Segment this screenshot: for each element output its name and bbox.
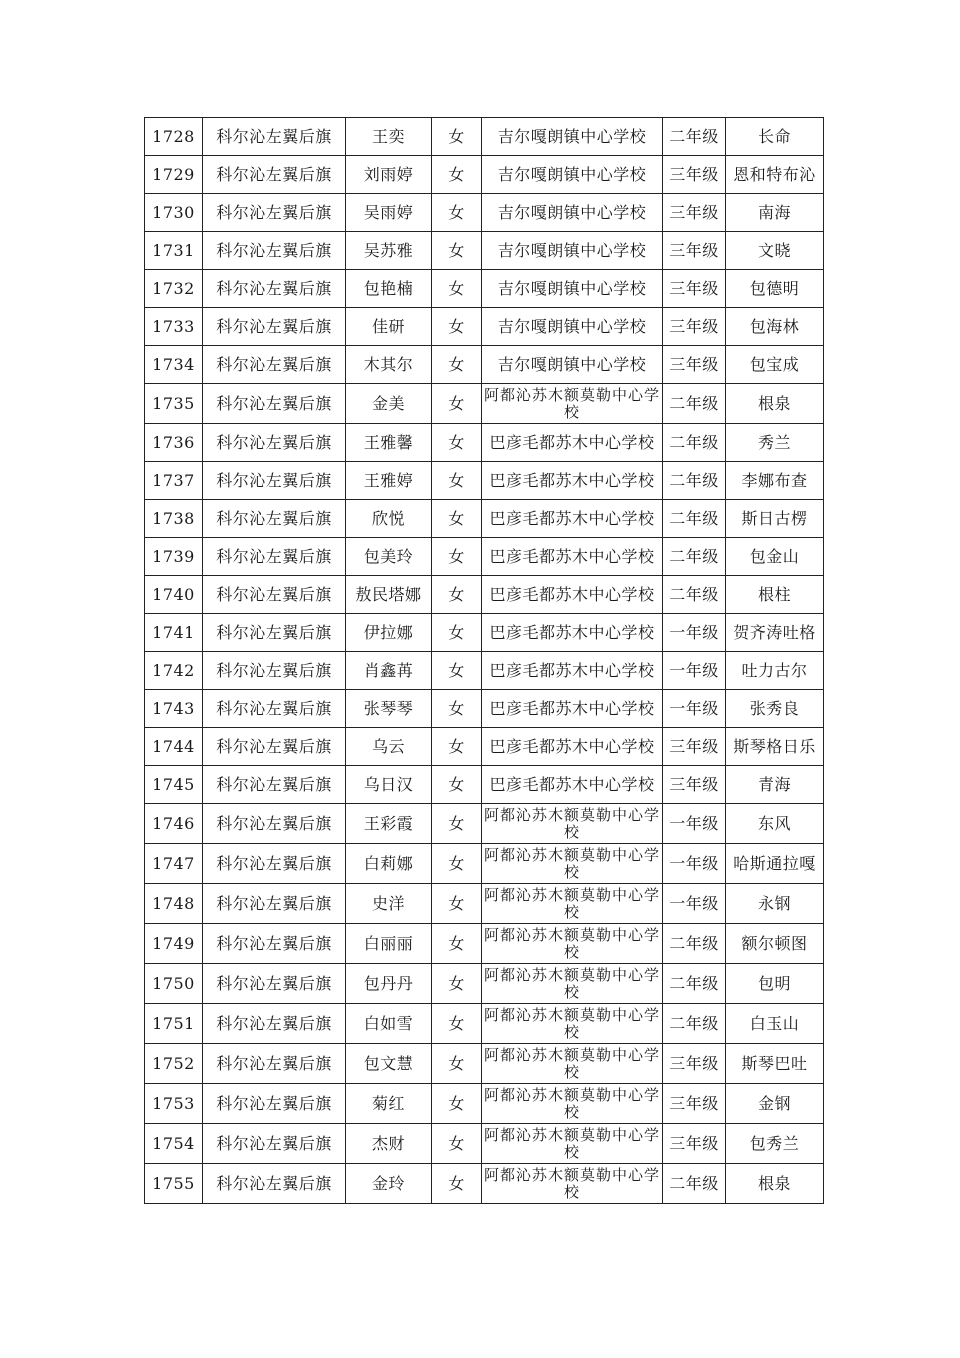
gender-cell: 女 <box>432 652 482 690</box>
table-row <box>145 844 824 884</box>
banner-cell: 科尔沁左翼后旗 <box>203 652 346 690</box>
grade-cell: 二年级 <box>663 500 726 538</box>
banner-cell: 科尔沁左翼后旗 <box>203 462 346 500</box>
school-cell: 巴彦毛都苏木中心学校 <box>482 652 663 690</box>
banner-cell: 科尔沁左翼后旗 <box>203 346 346 384</box>
serial-number-cell: 1745 <box>145 766 203 804</box>
grade-cell: 三年级 <box>663 156 726 194</box>
student-name-cell: 包美玲 <box>346 538 432 576</box>
school-cell: 阿都沁苏木额莫勒中心学校 <box>482 964 663 1004</box>
student-name-cell: 刘雨婷 <box>346 156 432 194</box>
table-row <box>145 118 824 156</box>
gender-cell: 女 <box>432 1124 482 1164</box>
teacher-cell: 南海 <box>726 194 824 232</box>
gender-cell: 女 <box>432 346 482 384</box>
serial-number-cell: 1738 <box>145 500 203 538</box>
teacher-cell: 白玉山 <box>726 1004 824 1044</box>
school-cell: 巴彦毛都苏木中心学校 <box>482 576 663 614</box>
banner-cell: 科尔沁左翼后旗 <box>203 690 346 728</box>
grade-cell: 三年级 <box>663 766 726 804</box>
student-name-cell: 乌云 <box>346 728 432 766</box>
table-row <box>145 270 824 308</box>
table-row <box>145 884 824 924</box>
teacher-cell: 根柱 <box>726 576 824 614</box>
gender-cell: 女 <box>432 538 482 576</box>
school-cell: 吉尔嘎朗镇中心学校 <box>482 346 663 384</box>
school-cell: 阿都沁苏木额莫勒中心学校 <box>482 924 663 964</box>
teacher-cell: 斯琴格日乐 <box>726 728 824 766</box>
banner-cell: 科尔沁左翼后旗 <box>203 844 346 884</box>
grade-cell: 二年级 <box>663 462 726 500</box>
gender-cell: 女 <box>432 766 482 804</box>
grade-cell: 三年级 <box>663 346 726 384</box>
school-cell: 阿都沁苏木额莫勒中心学校 <box>482 1124 663 1164</box>
grade-cell: 三年级 <box>663 1084 726 1124</box>
gender-cell: 女 <box>432 500 482 538</box>
grade-cell: 二年级 <box>663 1164 726 1204</box>
student-name-cell: 白丽丽 <box>346 924 432 964</box>
serial-number-cell: 1746 <box>145 804 203 844</box>
banner-cell: 科尔沁左翼后旗 <box>203 1004 346 1044</box>
school-cell: 吉尔嘎朗镇中心学校 <box>482 194 663 232</box>
serial-number-cell: 1744 <box>145 728 203 766</box>
table-row <box>145 690 824 728</box>
serial-number-cell: 1735 <box>145 384 203 424</box>
student-name-cell: 史洋 <box>346 884 432 924</box>
banner-cell: 科尔沁左翼后旗 <box>203 232 346 270</box>
school-cell: 阿都沁苏木额莫勒中心学校 <box>482 844 663 884</box>
school-cell: 吉尔嘎朗镇中心学校 <box>482 270 663 308</box>
gender-cell: 女 <box>432 1044 482 1084</box>
school-cell: 巴彦毛都苏木中心学校 <box>482 728 663 766</box>
table-row <box>145 384 824 424</box>
teacher-cell: 包秀兰 <box>726 1124 824 1164</box>
banner-cell: 科尔沁左翼后旗 <box>203 538 346 576</box>
gender-cell: 女 <box>432 194 482 232</box>
gender-cell: 女 <box>432 884 482 924</box>
serial-number-cell: 1730 <box>145 194 203 232</box>
student-name-cell: 王彩霞 <box>346 804 432 844</box>
school-cell: 巴彦毛都苏木中心学校 <box>482 538 663 576</box>
student-name-cell: 王雅婷 <box>346 462 432 500</box>
table-row <box>145 728 824 766</box>
serial-number-cell: 1753 <box>145 1084 203 1124</box>
gender-cell: 女 <box>432 424 482 462</box>
gender-cell: 女 <box>432 118 482 156</box>
serial-number-cell: 1752 <box>145 1044 203 1084</box>
table-row <box>145 1164 824 1204</box>
school-cell: 阿都沁苏木额莫勒中心学校 <box>482 384 663 424</box>
serial-number-cell: 1731 <box>145 232 203 270</box>
serial-number-cell: 1751 <box>145 1004 203 1044</box>
table-row <box>145 538 824 576</box>
serial-number-cell: 1728 <box>145 118 203 156</box>
student-name-cell: 王雅馨 <box>346 424 432 462</box>
gender-cell: 女 <box>432 1164 482 1204</box>
table-row <box>145 500 824 538</box>
serial-number-cell: 1734 <box>145 346 203 384</box>
table-row <box>145 424 824 462</box>
teacher-cell: 长命 <box>726 118 824 156</box>
serial-number-cell: 1740 <box>145 576 203 614</box>
student-name-cell: 金美 <box>346 384 432 424</box>
table-body <box>145 118 824 1204</box>
student-name-cell: 吴苏雅 <box>346 232 432 270</box>
teacher-cell: 秀兰 <box>726 424 824 462</box>
banner-cell: 科尔沁左翼后旗 <box>203 384 346 424</box>
banner-cell: 科尔沁左翼后旗 <box>203 924 346 964</box>
student-name-cell: 乌日汉 <box>346 766 432 804</box>
student-name-cell: 王奕 <box>346 118 432 156</box>
student-name-cell: 吴雨婷 <box>346 194 432 232</box>
table-row <box>145 1124 824 1164</box>
teacher-cell: 根泉 <box>726 1164 824 1204</box>
school-cell: 吉尔嘎朗镇中心学校 <box>482 308 663 346</box>
teacher-cell: 斯琴巴吐 <box>726 1044 824 1084</box>
student-name-cell: 张琴琴 <box>346 690 432 728</box>
student-name-cell: 佳研 <box>346 308 432 346</box>
school-cell: 阿都沁苏木额莫勒中心学校 <box>482 804 663 844</box>
teacher-cell: 张秀良 <box>726 690 824 728</box>
student-name-cell: 肖鑫苒 <box>346 652 432 690</box>
school-cell: 吉尔嘎朗镇中心学校 <box>482 118 663 156</box>
table-row <box>145 1084 824 1124</box>
table-row <box>145 1004 824 1044</box>
gender-cell: 女 <box>432 614 482 652</box>
table-row <box>145 964 824 1004</box>
teacher-cell: 贺齐涛吐格 <box>726 614 824 652</box>
banner-cell: 科尔沁左翼后旗 <box>203 424 346 462</box>
banner-cell: 科尔沁左翼后旗 <box>203 118 346 156</box>
banner-cell: 科尔沁左翼后旗 <box>203 500 346 538</box>
banner-cell: 科尔沁左翼后旗 <box>203 270 346 308</box>
table-row <box>145 924 824 964</box>
teacher-cell: 斯日古楞 <box>726 500 824 538</box>
school-cell: 阿都沁苏木额莫勒中心学校 <box>482 884 663 924</box>
grade-cell: 三年级 <box>663 232 726 270</box>
serial-number-cell: 1732 <box>145 270 203 308</box>
table-row <box>145 766 824 804</box>
roster-table <box>144 117 824 1204</box>
grade-cell: 三年级 <box>663 270 726 308</box>
banner-cell: 科尔沁左翼后旗 <box>203 576 346 614</box>
gender-cell: 女 <box>432 384 482 424</box>
gender-cell: 女 <box>432 232 482 270</box>
grade-cell: 一年级 <box>663 652 726 690</box>
table-row <box>145 614 824 652</box>
table-row <box>145 194 824 232</box>
grade-cell: 一年级 <box>663 884 726 924</box>
gender-cell: 女 <box>432 1004 482 1044</box>
banner-cell: 科尔沁左翼后旗 <box>203 156 346 194</box>
school-cell: 吉尔嘎朗镇中心学校 <box>482 156 663 194</box>
table-row <box>145 232 824 270</box>
serial-number-cell: 1755 <box>145 1164 203 1204</box>
banner-cell: 科尔沁左翼后旗 <box>203 964 346 1004</box>
grade-cell: 一年级 <box>663 804 726 844</box>
student-name-cell: 白如雪 <box>346 1004 432 1044</box>
student-name-cell: 白莉娜 <box>346 844 432 884</box>
teacher-cell: 文晓 <box>726 232 824 270</box>
serial-number-cell: 1748 <box>145 884 203 924</box>
student-name-cell: 欣悦 <box>346 500 432 538</box>
school-cell: 阿都沁苏木额莫勒中心学校 <box>482 1004 663 1044</box>
teacher-cell: 根泉 <box>726 384 824 424</box>
gender-cell: 女 <box>432 270 482 308</box>
banner-cell: 科尔沁左翼后旗 <box>203 728 346 766</box>
student-name-cell: 包文慧 <box>346 1044 432 1084</box>
grade-cell: 二年级 <box>663 384 726 424</box>
gender-cell: 女 <box>432 804 482 844</box>
serial-number-cell: 1741 <box>145 614 203 652</box>
teacher-cell: 李娜布查 <box>726 462 824 500</box>
teacher-cell: 包金山 <box>726 538 824 576</box>
student-name-cell: 木其尔 <box>346 346 432 384</box>
school-cell: 阿都沁苏木额莫勒中心学校 <box>482 1164 663 1204</box>
banner-cell: 科尔沁左翼后旗 <box>203 1044 346 1084</box>
table-row <box>145 346 824 384</box>
grade-cell: 三年级 <box>663 1044 726 1084</box>
grade-cell: 三年级 <box>663 308 726 346</box>
teacher-cell: 额尔顿图 <box>726 924 824 964</box>
grade-cell: 一年级 <box>663 844 726 884</box>
grade-cell: 二年级 <box>663 424 726 462</box>
teacher-cell: 恩和特布沁 <box>726 156 824 194</box>
school-cell: 巴彦毛都苏木中心学校 <box>482 424 663 462</box>
serial-number-cell: 1737 <box>145 462 203 500</box>
school-cell: 巴彦毛都苏木中心学校 <box>482 766 663 804</box>
teacher-cell: 金钢 <box>726 1084 824 1124</box>
serial-number-cell: 1733 <box>145 308 203 346</box>
teacher-cell: 哈斯通拉嘎 <box>726 844 824 884</box>
grade-cell: 二年级 <box>663 924 726 964</box>
banner-cell: 科尔沁左翼后旗 <box>203 194 346 232</box>
school-cell: 阿都沁苏木额莫勒中心学校 <box>482 1084 663 1124</box>
student-name-cell: 菊红 <box>346 1084 432 1124</box>
school-cell: 吉尔嘎朗镇中心学校 <box>482 232 663 270</box>
table-row <box>145 804 824 844</box>
school-cell: 阿都沁苏木额莫勒中心学校 <box>482 1044 663 1084</box>
grade-cell: 二年级 <box>663 964 726 1004</box>
grade-cell: 二年级 <box>663 118 726 156</box>
banner-cell: 科尔沁左翼后旗 <box>203 1124 346 1164</box>
grade-cell: 二年级 <box>663 1004 726 1044</box>
gender-cell: 女 <box>432 844 482 884</box>
gender-cell: 女 <box>432 308 482 346</box>
table-row <box>145 1044 824 1084</box>
table-row <box>145 308 824 346</box>
student-name-cell: 包艳楠 <box>346 270 432 308</box>
serial-number-cell: 1736 <box>145 424 203 462</box>
table-row <box>145 652 824 690</box>
teacher-cell: 永钢 <box>726 884 824 924</box>
gender-cell: 女 <box>432 690 482 728</box>
teacher-cell: 青海 <box>726 766 824 804</box>
banner-cell: 科尔沁左翼后旗 <box>203 614 346 652</box>
teacher-cell: 包德明 <box>726 270 824 308</box>
school-cell: 巴彦毛都苏木中心学校 <box>482 500 663 538</box>
student-name-cell: 包丹丹 <box>346 964 432 1004</box>
gender-cell: 女 <box>432 576 482 614</box>
gender-cell: 女 <box>432 1084 482 1124</box>
gender-cell: 女 <box>432 156 482 194</box>
serial-number-cell: 1729 <box>145 156 203 194</box>
school-cell: 巴彦毛都苏木中心学校 <box>482 614 663 652</box>
serial-number-cell: 1742 <box>145 652 203 690</box>
student-name-cell: 金玲 <box>346 1164 432 1204</box>
grade-cell: 三年级 <box>663 1124 726 1164</box>
serial-number-cell: 1743 <box>145 690 203 728</box>
serial-number-cell: 1750 <box>145 964 203 1004</box>
serial-number-cell: 1754 <box>145 1124 203 1164</box>
teacher-cell: 吐力古尔 <box>726 652 824 690</box>
teacher-cell: 包宝成 <box>726 346 824 384</box>
school-cell: 巴彦毛都苏木中心学校 <box>482 462 663 500</box>
grade-cell: 二年级 <box>663 576 726 614</box>
grade-cell: 一年级 <box>663 614 726 652</box>
table-row <box>145 462 824 500</box>
gender-cell: 女 <box>432 964 482 1004</box>
student-name-cell: 杰财 <box>346 1124 432 1164</box>
student-name-cell: 敖民塔娜 <box>346 576 432 614</box>
student-name-cell: 伊拉娜 <box>346 614 432 652</box>
grade-cell: 三年级 <box>663 194 726 232</box>
gender-cell: 女 <box>432 462 482 500</box>
gender-cell: 女 <box>432 728 482 766</box>
school-cell: 巴彦毛都苏木中心学校 <box>482 690 663 728</box>
serial-number-cell: 1739 <box>145 538 203 576</box>
banner-cell: 科尔沁左翼后旗 <box>203 804 346 844</box>
banner-cell: 科尔沁左翼后旗 <box>203 1164 346 1204</box>
banner-cell: 科尔沁左翼后旗 <box>203 1084 346 1124</box>
serial-number-cell: 1747 <box>145 844 203 884</box>
banner-cell: 科尔沁左翼后旗 <box>203 884 346 924</box>
grade-cell: 二年级 <box>663 538 726 576</box>
teacher-cell: 东风 <box>726 804 824 844</box>
table-row <box>145 576 824 614</box>
serial-number-cell: 1749 <box>145 924 203 964</box>
teacher-cell: 包明 <box>726 964 824 1004</box>
banner-cell: 科尔沁左翼后旗 <box>203 308 346 346</box>
grade-cell: 三年级 <box>663 728 726 766</box>
gender-cell: 女 <box>432 924 482 964</box>
banner-cell: 科尔沁左翼后旗 <box>203 766 346 804</box>
grade-cell: 一年级 <box>663 690 726 728</box>
table-row <box>145 156 824 194</box>
teacher-cell: 包海林 <box>726 308 824 346</box>
